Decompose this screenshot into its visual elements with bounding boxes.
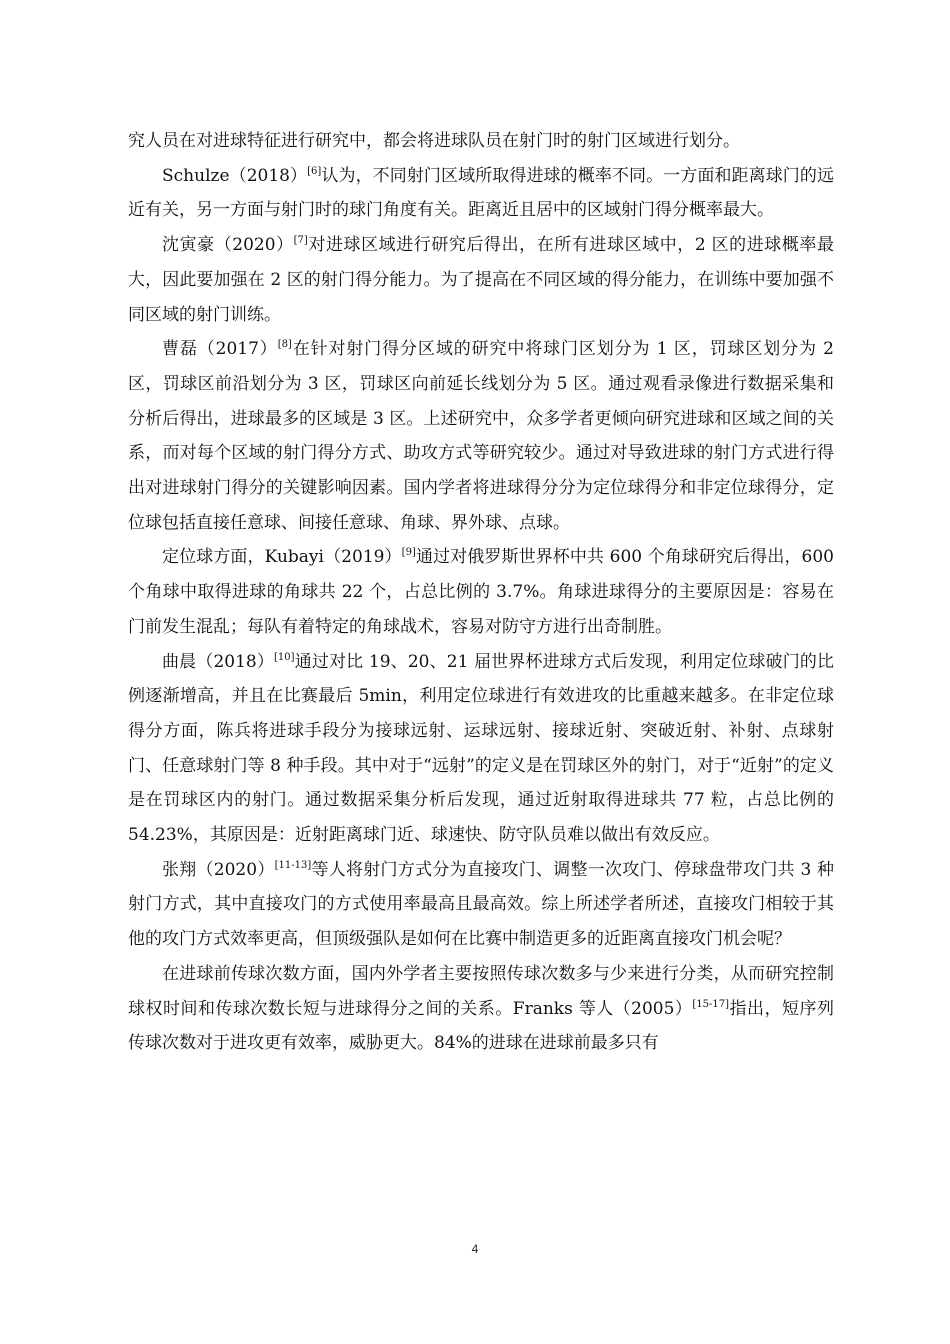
paragraph bbox=[128, 159, 834, 228]
paragraph-text: 在进球前传球次数方面，国内外学者主要按照传球次数多与少来进行分类，从而研究控制球权时间和传球次数长短与进球得分之间的关系。Franks 等人（2005） bbox=[128, 963, 834, 1019]
paragraph bbox=[128, 332, 834, 540]
paragraph-text: 通过对比 19、20、21 届世界杯进球方式后发现，利用定位球破门的比例逐渐增高，并且在比赛最后 5min，利用定位球进行有效进攻的比重越来越多。在非定位球得分方面，陈兵将进球手段分为接球远射、运球远射、接球近射、突破近射、补射、点球射门、任意球射门等 8 种手段。其中对于“远射”的定义是在罚球区外的射门，对于“近射”的定义是在罚球区内的射门。通过数据采集分析后发现，通过近射取得进球共 77 粒，占总比例的 54.23%，其原因是：近射距离球门近、球速快、防守队员难以做出有效反应。 bbox=[128, 651, 835, 846]
paragraph-text: 曲晨（2018） bbox=[162, 651, 275, 672]
citation-marker: [6] bbox=[307, 165, 322, 177]
paragraph-text: 曹磊（2017） bbox=[162, 339, 278, 360]
paragraph-text: 张翔（2020） bbox=[162, 859, 275, 880]
paragraph bbox=[128, 957, 834, 1061]
citation-marker: [15-17] bbox=[692, 998, 730, 1010]
paragraph-text: 通过对俄罗斯世界杯中共 600 个角球研究后得出，600 个角球中取得进球的角球共 22 个，占总比例的 3.7%。角球进球得分的主要原因是：容易在门前发生混乱；每队有着特定的角球战术，容易对防守方进行出奇制胜。 bbox=[128, 547, 834, 637]
document-body bbox=[128, 124, 834, 1061]
paragraph bbox=[128, 124, 834, 159]
citation-marker: [11-13] bbox=[274, 859, 312, 871]
citation-marker: [9] bbox=[401, 547, 416, 559]
paragraph-text: 沈寅豪（2020） bbox=[162, 235, 294, 256]
paragraph bbox=[128, 228, 834, 332]
paragraph bbox=[128, 853, 834, 957]
paragraph bbox=[128, 645, 834, 853]
paragraph-text: 等人将射门方式分为直接攻门、调整一次攻门、停球盘带攻门共 3 种射门方式，其中直接攻门的方式使用率最高且最高效。综上所述学者所述，直接攻门相较于其他的攻门方式效率更高，但顶级强队是如何在比赛中制造更多的近距离直接攻门机会呢？ bbox=[128, 859, 835, 950]
citation-marker: [8] bbox=[277, 339, 292, 351]
paragraph-text: 对进球区域进行研究后得出，在所有进球区域中，2 区的进球概率最大，因此要加强在 2 区的射门得分能力。为了提高在不同区域的得分能力，在训练中要加强不同区域的射门训练。 bbox=[128, 235, 834, 325]
citation-marker: [10] bbox=[274, 651, 295, 663]
page-number: 4 bbox=[471, 1242, 479, 1256]
citation-marker: [7] bbox=[293, 235, 308, 247]
paragraph-text: 在针对射门得分区域的研究中将球门区划分为 1 区，罚球区划分为 2 区，罚球区前沿划分为 3 区，罚球区向前延长线划分为 5 区。通过观看录像进行数据采集和分析后得出，进球最多的区域是 3 区。上述研究中，众多学者更倾向研究进球和区域之间的关系，而对每个区域的射门得分方式、助攻方式等研究较少。通过对导致进球的射门方式进行得出对进球射门得分的关键影响因素。国内学者将进球得分分为定位球得分和非定位球得分，定位球包括直接任意球、间接任意球、角球、界外球、点球。 bbox=[128, 339, 834, 533]
paragraph-text: 定位球方面，Kubayi（2019） bbox=[162, 547, 402, 568]
paragraph-text: 认为，不同射门区域所取得进球的概率不同。一方面和距离球门的远近有关，另一方面与射门时的球门角度有关。距离近且居中的区域射门得分概率最大。 bbox=[128, 165, 834, 221]
paragraph-text: Schulze（2018） bbox=[162, 165, 308, 186]
paragraph-text: 指出，短序列传球次数对于进攻更有效率，威胁更大。84%的进球在进球前最多只有 bbox=[128, 998, 835, 1054]
paragraph bbox=[128, 540, 834, 644]
paragraph-text: 究人员在对进球特征进行研究中，都会将进球队员在射门时的射门区域进行划分。 bbox=[128, 131, 740, 151]
